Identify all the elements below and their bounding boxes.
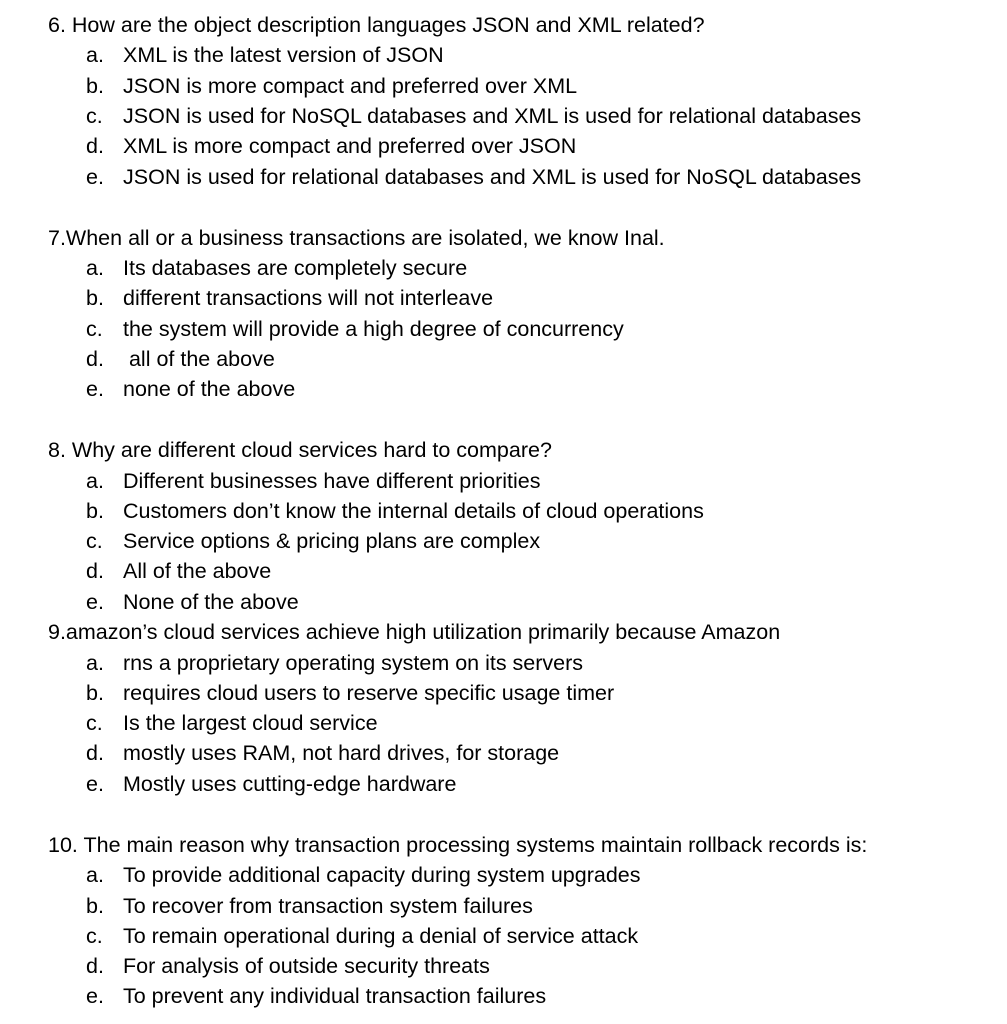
option-d — [86, 738, 559, 768]
option-text: Is the largest cloud service — [123, 711, 378, 735]
option-c — [86, 101, 861, 131]
option-text: JSON is more compact and preferred over XML — [123, 74, 578, 98]
option-e — [86, 587, 299, 617]
option-c — [86, 314, 624, 344]
option-e — [86, 981, 546, 1011]
question-text: 8. Why are different cloud services hard to compare? — [48, 438, 552, 462]
option-e — [86, 162, 861, 192]
option-text: To recover from transaction system failures — [123, 894, 533, 918]
option-letter: a. — [86, 43, 104, 67]
option-text: To remain operational during a denial of service attack — [123, 924, 639, 948]
option-letter: c. — [86, 104, 103, 128]
option-letter: b. — [86, 894, 104, 918]
option-c — [86, 708, 378, 738]
option-letter: e. — [86, 165, 104, 189]
option-a — [86, 40, 444, 70]
question-text: 6. How are the object description languages JSON and XML related? — [48, 13, 705, 37]
option-letter: c. — [86, 317, 103, 341]
question-text: 10. The main reason why transaction processing systems maintain rollback records is: — [48, 833, 868, 857]
option-letter: d. — [86, 741, 104, 765]
option-letter: c. — [86, 924, 103, 948]
option-text: all of the above — [123, 347, 275, 371]
option-letter: b. — [86, 286, 104, 310]
option-text: Different businesses have different priorities — [123, 469, 541, 493]
option-text: JSON is used for NoSQL databases and XML is used for relational databases — [123, 104, 862, 128]
option-c — [86, 921, 638, 951]
option-letter: a. — [86, 469, 104, 493]
option-a — [86, 253, 467, 283]
option-text: None of the above — [123, 590, 299, 614]
option-letter: e. — [86, 590, 104, 614]
option-d — [86, 951, 490, 981]
option-text: XML is more compact and preferred over JSON — [123, 134, 577, 158]
option-text: Customers don’t know the internal details of cloud operations — [123, 499, 704, 523]
option-text: mostly uses RAM, not hard drives, for storage — [123, 741, 560, 765]
option-b — [86, 71, 577, 101]
option-e — [86, 374, 295, 404]
option-letter: d. — [86, 559, 104, 583]
option-letter: c. — [86, 529, 103, 553]
option-a — [86, 648, 583, 678]
option-a — [86, 466, 541, 496]
option-e — [86, 769, 456, 799]
option-text: rns a proprietary operating system on its servers — [123, 651, 584, 675]
option-letter: e. — [86, 377, 104, 401]
option-b — [86, 283, 493, 313]
question-text: 9.amazon’s cloud services achieve high utilization primarily because Amazon — [48, 620, 781, 644]
option-text: none of the above — [123, 377, 296, 401]
option-letter: b. — [86, 681, 104, 705]
option-text: Its databases are completely secure — [123, 256, 468, 280]
option-letter: b. — [86, 74, 104, 98]
option-text: To provide additional capacity during system upgrades — [123, 863, 641, 887]
option-letter: c. — [86, 711, 103, 735]
option-letter: a. — [86, 256, 104, 280]
option-letter: e. — [86, 772, 104, 796]
option-d — [86, 131, 576, 161]
option-letter: a. — [86, 651, 104, 675]
option-b — [86, 678, 614, 708]
option-text: All of the above — [123, 559, 272, 583]
option-letter: b. — [86, 499, 104, 523]
option-d — [86, 556, 271, 586]
option-text: Service options & pricing plans are complex — [123, 529, 541, 553]
option-b — [86, 496, 704, 526]
option-text: To prevent any individual transaction failures — [123, 984, 547, 1008]
option-text: Mostly uses cutting-edge hardware — [123, 772, 457, 796]
option-letter: d. — [86, 347, 104, 371]
option-letter: e. — [86, 984, 104, 1008]
option-letter: d. — [86, 134, 104, 158]
option-text: requires cloud users to reserve specific usage timer — [123, 681, 615, 705]
option-text: For analysis of outside security threats — [123, 954, 490, 978]
option-letter: d. — [86, 954, 104, 978]
option-text: different transactions will not interleave — [123, 286, 494, 310]
option-letter: a. — [86, 863, 104, 887]
option-b — [86, 891, 533, 921]
option-text: XML is the latest version of JSON — [123, 43, 444, 67]
option-d — [86, 344, 275, 374]
question-text: 7.When all or a business transactions are isolated, we know Inal. — [48, 226, 665, 250]
option-a — [86, 860, 641, 890]
option-text: JSON is used for relational databases and XML is used for NoSQL databases — [123, 165, 862, 189]
option-c — [86, 526, 540, 556]
option-text: the system will provide a high degree of concurrency — [123, 317, 624, 341]
